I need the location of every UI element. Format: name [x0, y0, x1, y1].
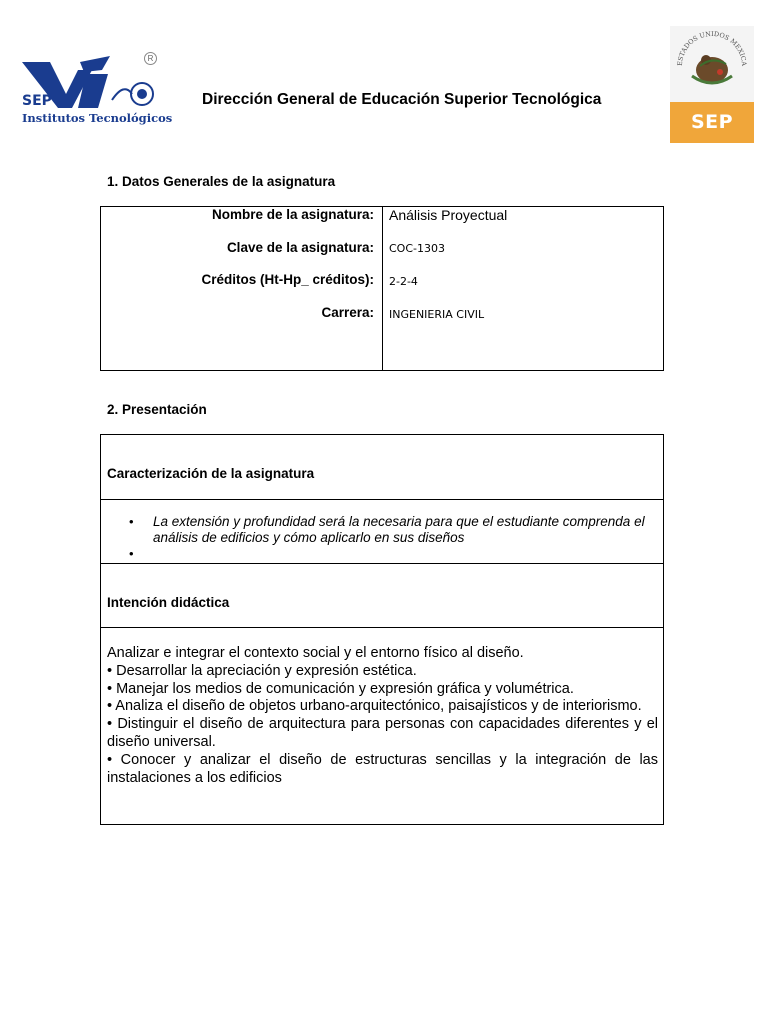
- heading-caracterizacion: Caracterización de la asignatura: [107, 466, 315, 481]
- row-divider: [101, 627, 663, 628]
- section-heading-presentacion: 2. Presentación: [107, 402, 207, 417]
- page-title: Dirección General de Educación Superior Tecnológica: [202, 91, 602, 108]
- sep-badge: SEP: [670, 102, 754, 143]
- label-creditos: Créditos (Ht-Hp_ créditos):: [201, 272, 374, 287]
- intencion-line: • Distinguir el diseño de arquitectura para personas con capacidades diferentes y el diseño universal.: [107, 716, 658, 750]
- mexican-seal: [670, 26, 754, 102]
- bullet-dot: •: [129, 514, 134, 529]
- eagle-seal-icon: [670, 26, 754, 102]
- row-divider: [101, 563, 663, 564]
- label-nombre: Nombre de la asignatura:: [211, 207, 374, 222]
- registered-mark: R: [144, 52, 157, 65]
- intencion-didactica-text: [107, 645, 658, 787]
- label-clave: Clave de la asignatura:: [226, 240, 374, 255]
- intencion-line: • Desarrollar la apreciación y expresión estética.: [107, 662, 417, 679]
- value-clave: COC-1303: [389, 242, 445, 255]
- datos-generales-table: [100, 206, 664, 371]
- table-divider: [382, 207, 383, 370]
- row-divider: [101, 499, 663, 500]
- intencion-line: Analizar e integrar el contexto social y el entorno físico al diseño.: [107, 645, 524, 661]
- intencion-line: • Conocer y analizar el diseño de estructuras sencillas y la integración de las instalaciones a los edificios: [107, 751, 658, 786]
- section-heading-datos-generales: 1. Datos Generales de la asignatura: [107, 174, 336, 189]
- value-carrera: INGENIERIA CIVIL: [389, 308, 485, 321]
- intencion-line: • Analiza el diseño de objetos urbano-arquitectónico, paisajísticos y de interiorismo.: [107, 698, 642, 715]
- institutos-label: Institutos Tecnológicos: [22, 111, 173, 125]
- intencion-line: • Manejar los medios de comunicación y expresión gráfica y volumétrica.: [107, 680, 574, 697]
- value-nombre: Análisis Proyectual: [389, 207, 508, 223]
- heading-intencion: Intención didáctica: [107, 595, 230, 610]
- caracterizacion-bullet: La extensión y profundidad será la necesaria para que el estudiante comprenda el análisis de edificios y cómo aplicarlo en sus diseños: [153, 514, 645, 545]
- bullet-dot: •: [129, 546, 134, 561]
- sep-gobierno-logo: [670, 26, 754, 143]
- seal-text: ESTADOS UNIDOS MEXICA: [675, 29, 749, 67]
- label-carrera: Carrera:: [321, 305, 374, 320]
- value-creditos: 2-2-4: [389, 275, 418, 288]
- presentacion-table: [100, 434, 664, 825]
- sep-label: SEP: [22, 93, 52, 109]
